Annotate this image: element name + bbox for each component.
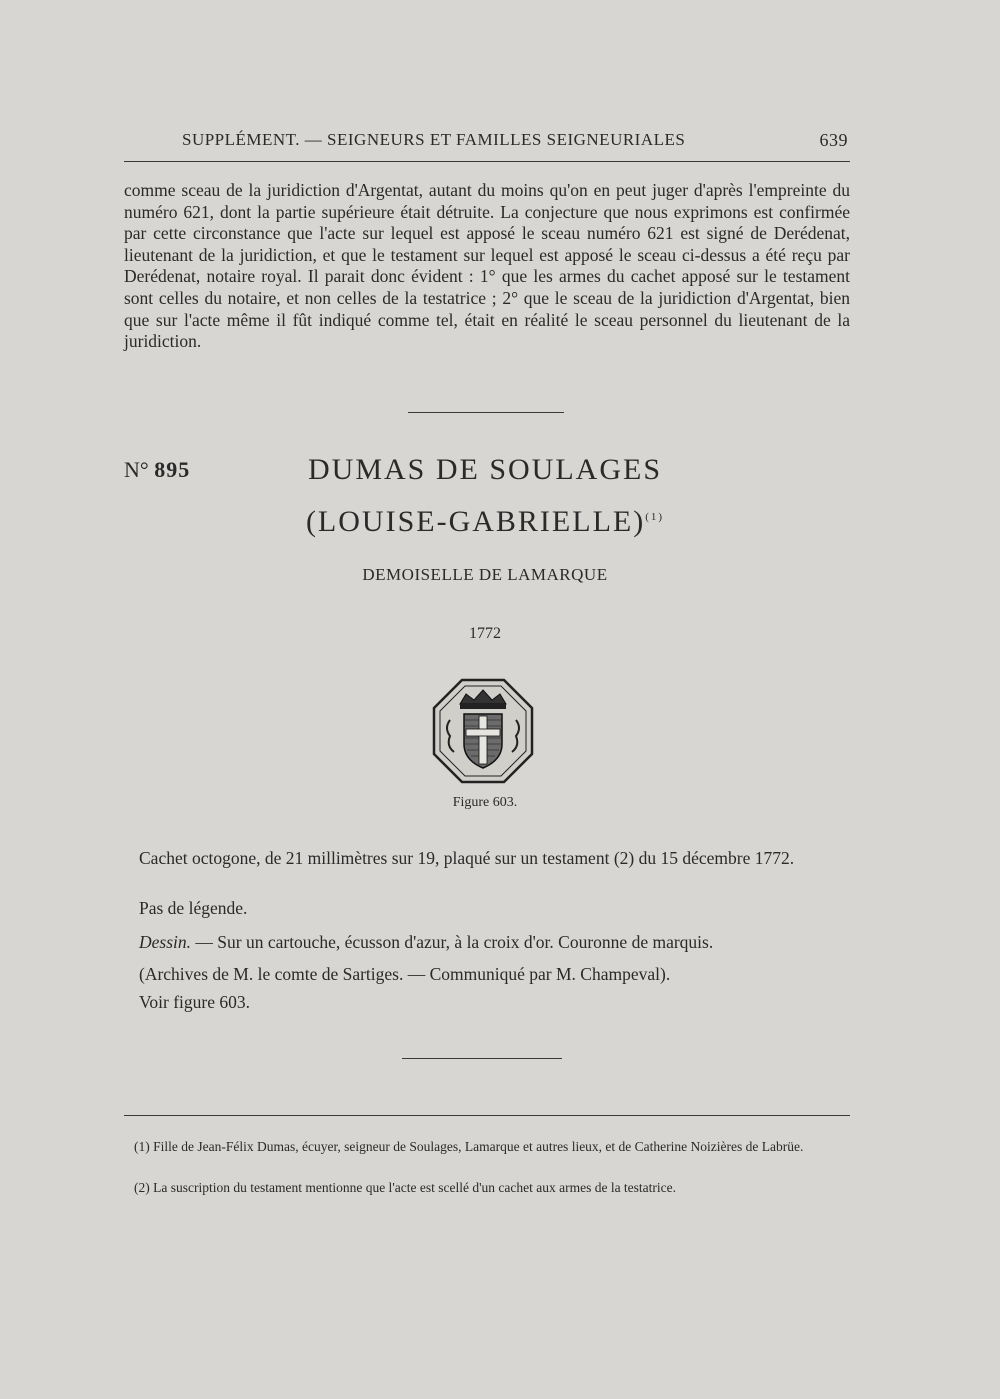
description-dessin: [124, 932, 850, 953]
description-figure-ref: Voir figure 603.: [139, 992, 250, 1012]
entry-year: 1772: [469, 625, 501, 642]
seal-image: [432, 678, 534, 784]
entry-number: [124, 457, 190, 483]
entry-title-line2: (LOUISE-GABRIELLE): [305, 505, 646, 538]
dessin-text: — Sur un cartouche, écusson d'azur, à la croix d'or. Couronne de marquis.: [191, 932, 714, 952]
figure-caption: Figure 603.: [452, 795, 518, 810]
section-divider-bottom: [402, 1058, 562, 1059]
entry-number-value: 895: [154, 457, 191, 482]
footnote-rule: [124, 1115, 850, 1116]
footnote-1: (1) Fille de Jean-Félix Dumas, écuyer, seigneur de Soulages, Lamarque et autres lieux, et de Catherine Noizières de Labrüe.: [134, 1139, 804, 1154]
header-rule: [124, 161, 850, 162]
description-source: (Archives de M. le comte de Sartiges. — Communiqué par M. Champeval).: [139, 964, 671, 984]
intro-paragraph: comme sceau de la juridiction d'Argentat, autant du moins qu'on en peut juger d'après l'empreinte du numéro 621, dont la partie supérieure était détruite. La conjecture que nous exprimons est confirmée par cette circonstance que l'acte sur lequel est apposé le sceau numéro 621 est signé de Derédenat, lieutenant de la juridiction, et que le testament sur lequel est apposé le sceau ci-dessus a été reçu par Derédenat, notaire royal. Il parait donc évident : 1° que les armes du cachet apposé sur le testament sont celles du notaire, et non celles de la testatrice ; 2° que le sceau de la juridiction d'Argentat, bien que sur l'acte même il fût indiqué comme tel, était en réalité le sceau personnel du lieutenant de la juridiction.: [124, 180, 850, 352]
title-footnote-ref: (1): [645, 511, 665, 523]
entry-number-prefix: N°: [124, 457, 149, 482]
entry-title-line2-wrap: [200, 505, 770, 539]
description-dimensions: Cachet octogone, de 21 millimètres sur 19, plaqué sur un testament (2) du 15 décembre 1772.: [139, 848, 795, 868]
dessin-label: Dessin.: [139, 932, 192, 952]
running-head: [124, 130, 850, 154]
footnote-2: (2) La suscription du testament mentionne que l'acte est scellé d'un cachet aux armes de la testatrice.: [134, 1180, 677, 1195]
running-head-title: SUPPLÉMENT. — SEIGNEURS ET FAMILLES SEIGNEURIALES: [182, 130, 686, 149]
page-number: 639: [819, 130, 848, 150]
description-legend: Pas de légende.: [139, 898, 248, 918]
entry-subtitle: DEMOISELLE DE LAMARQUE: [362, 565, 608, 584]
section-divider-top: [408, 412, 564, 413]
entry-title-line1: DUMAS DE SOULAGES: [307, 453, 663, 486]
